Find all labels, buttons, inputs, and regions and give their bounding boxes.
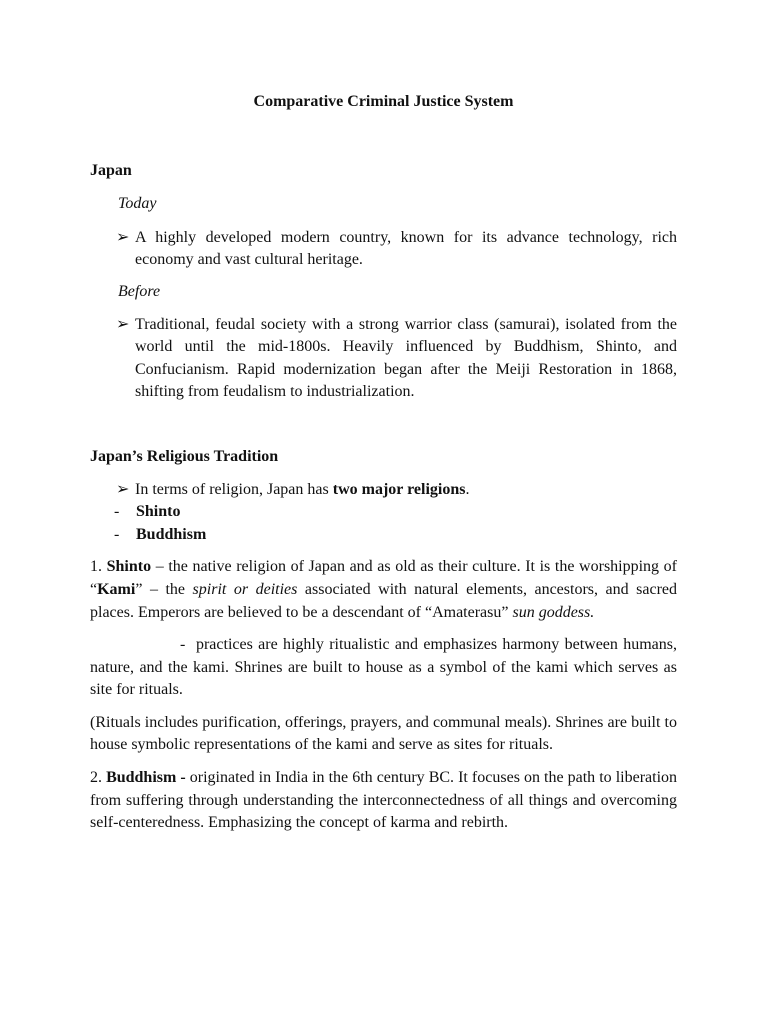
list-item-label: Buddhism: [136, 525, 207, 543]
section-heading-japan: Japan: [90, 161, 132, 179]
document-body: [90, 91, 677, 835]
bullet-before-text: Traditional, feudal society with a strong warrior class (samurai), isolated from the world until the mid-1800s. Heavily influenced by Buddhism, Shinto, and Confucianism. Rapid modernization began after the Meiji Restoration in 1868, shifting from feudalism to industrialization.: [135, 315, 677, 401]
subheading-today: Today: [118, 195, 157, 213]
arrowhead-bullet-icon: ➢: [116, 228, 130, 246]
arrowhead-bullet-icon: ➢: [116, 315, 130, 333]
paragraph-shinto: 1. Shinto – the native religion of Japan and as old as their culture. It is the worshipping of “Kami” – the spirit or deities associated with natural elements, ancestors, and sacred places. Emperors are believed to be a descendant of “Amaterasu” sun goddess.: [90, 558, 678, 621]
religion-intro-text: In terms of religion, Japan has two major religions.: [135, 480, 470, 498]
bullet-today-text: A highly developed modern country, known for its advance technology, rich economy and vast cultural heritage.: [135, 228, 677, 269]
dash-bullet: -: [114, 525, 120, 543]
list-item-shinto: [90, 501, 677, 524]
dash-bullet: -: [180, 636, 186, 654]
section-heading-religion: Japan’s Religious Tradition: [90, 447, 279, 465]
bullet-before: [90, 314, 677, 404]
document-title: Comparative Criminal Justice System: [253, 93, 514, 110]
bullet-religion-intro: [90, 479, 677, 502]
paragraph-rituals: (Rituals includes purification, offerings, prayers, and communal meals). Shrines are built to house symbolic representations of the kami and serve as sites for rituals.: [90, 713, 677, 754]
arrowhead-bullet-icon: ➢: [116, 480, 130, 498]
paragraph-shinto-practices: - practices are highly ritualistic and emphasizes harmony between humans, nature, and the kami. Shrines are built to house as a symbol of the kami which serves as site for rituals.: [90, 636, 678, 699]
bullet-today: [90, 227, 677, 272]
dash-bullet: -: [114, 503, 120, 521]
subheading-before: Before: [118, 282, 161, 300]
paragraph-buddhism: 2. Buddhism - originated in India in the 6th century BC. It focuses on the path to liberation from suffering through understanding the interconnectedness of all things and overcoming self-centeredness. Emphasizing the concept of karma and rebirth.: [90, 769, 678, 832]
list-item-buddhism: [90, 524, 677, 547]
list-item-label: Shinto: [136, 503, 181, 521]
